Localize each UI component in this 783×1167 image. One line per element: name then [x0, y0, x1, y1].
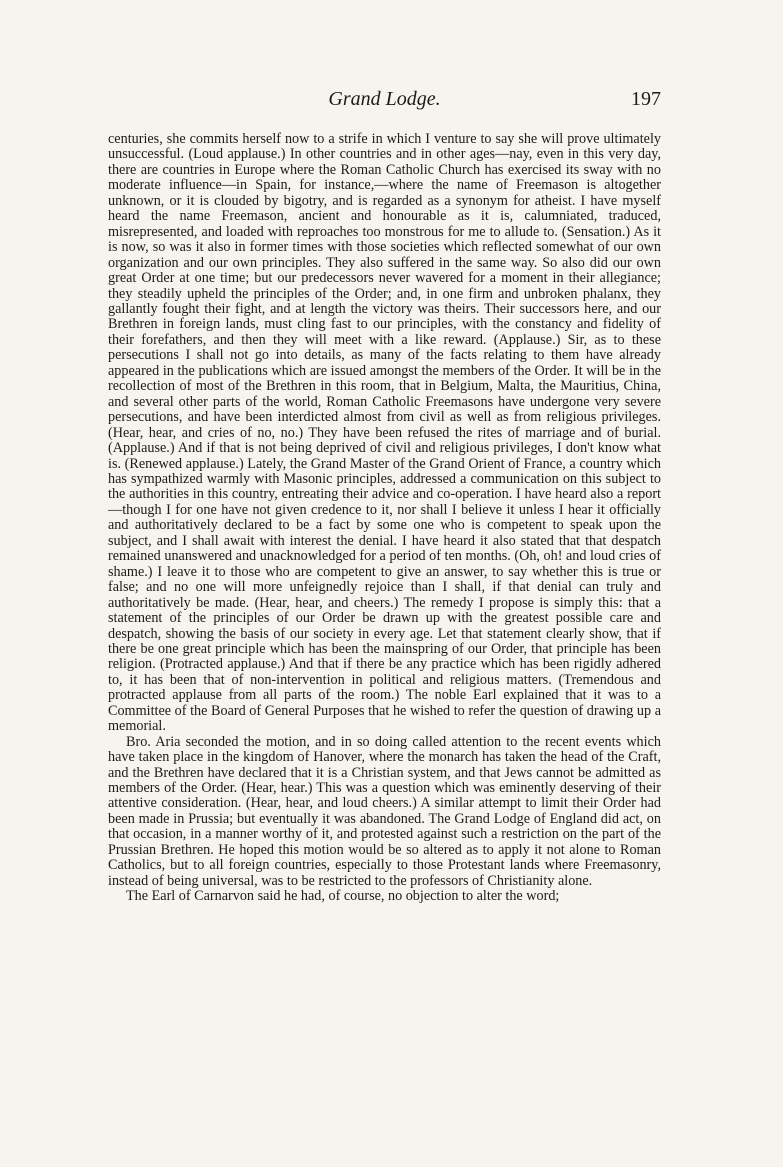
page-number: 197 [631, 88, 661, 110]
page-header [108, 88, 661, 118]
paragraph-aria: Bro. Aria seconded the motion, and in so doing called attention to the recent events which have taken place in the kingdom of Hanover, where the monarch has taken the head of the Craft, and the Brethren have declared that it is a Christian system, and that Jews cannot be admitted as members of the Order. (Hear, hear.) This was a question which was eminently deserving of their attentive consideration. (Hear, hear, and loud cheers.) A similar attempt to limit their Order had been made in Prussia; but eventually it was abandoned. The Grand Lodge of England did act, on that occasion, in a manner worthy of it, and protested against such a restriction on the part of the Prussian Brethren. He hoped this motion would be so altered as to apply it not alone to Roman Catholics, but to all foreign countries, especially to those Protestant lands where Freemasonry, instead of being universal, was to be restricted to the professors of Christianity alone. [108, 733, 661, 889]
paragraph-continued: centuries, she commits herself now to a strife in which I venture to say she will prove ultimately unsuccessful. (Loud applause.) In other countries and in other ages—nay, even in this very day, there are countries in Europe where the Roman Catholic Church has exercised its sway with no moderate influence—in Spain, for instance,—where the name of Freemason is altogether unknown, or it is clouded by bigotry, and is regarded as a synonym for atheist. I have myself heard the name Freemason, ancient and honourable as it is, calumniated, traduced, misrepresented, and loaded with reproaches too monstrous for me to allude to. (Sensation.) As it is now, so was it also in former times with those societies which reflected somewhat of our own organization and our own principles. They also suffered in the same way. So also did our own great Order at one time; but our predecessors never wavered for a moment in their allegiance; they steadily upheld the principles of the Order; and, in one firm and unbroken phalanx, they gallantly fought their fight, and at length the victory was theirs. Their successors here, and our Brethren in foreign lands, must cling fast to our principles, with the constancy and fidelity of their forefathers, and then they will meet with a like reward. (Applause.) Sir, as to these persecutions I shall not go into details, as many of the facts relating to them have already appeared in the publications which are issued amongst the members of the Order. It will be in the recollection of most of the Brethren in this room, that in Belgium, Malta, the Mauritius, China, and several other parts of the world, Roman Catholic Freemasons have undergone very severe persecutions, and have been interdicted almost from civil as well as from religious privileges. (Hear, hear, and cries of no, no.) They have been refused the rites of marriage and of burial. (Applause.) And if that is not being deprived of civil and religious privileges, I don't know what is. (Renewed applause.) Lately, the Grand Master of the Grand Orient of France, a country which has sympathized warmly with Masonic principles, addressed a communication on this subject to the authorities in this country, entreating their advice and co-operation. I have heard also a report—though I for one have not given credence to it, nor shall I believe it unless I hear it officially and authoritatively declared to be a fact by some one who is competent to speak upon the subject, and I shall await with interest the denial. I have heard it also stated that that despatch remained unanswered and unacknowledged for a period of ten months. (Oh, oh! and loud cries of shame.) I leave it to those who are competent to give an answer, to say whether this is true or false; and no one will more unfeignedly rejoice than I shall, if that denial can truly and authoritatively be made. (Hear, hear, and cheers.) The remedy I propose is simply this: that a statement of the principles of our Order be drawn up with the greatest possible care and despatch, showing the basis of our society in every age. Let that statement clearly show, that if there be one great principle which has been the mainspring of our Order, that principle has been religion. (Protracted applause.) And that if there be any practice which has been rigidly adhered to, it has been that of non-intervention in political and religious matters. (Tremendous and protracted applause from all parts of the room.) The noble Earl explained that it was to a Committee of the Board of General Purposes that he wished to refer the question of drawing up a memorial. [108, 131, 661, 735]
body-text [108, 132, 661, 905]
running-title: Grand Lodge. [328, 88, 441, 110]
paragraph-carnarvon: The Earl of Carnarvon said he had, of course, no objection to alter the word; [126, 888, 560, 905]
